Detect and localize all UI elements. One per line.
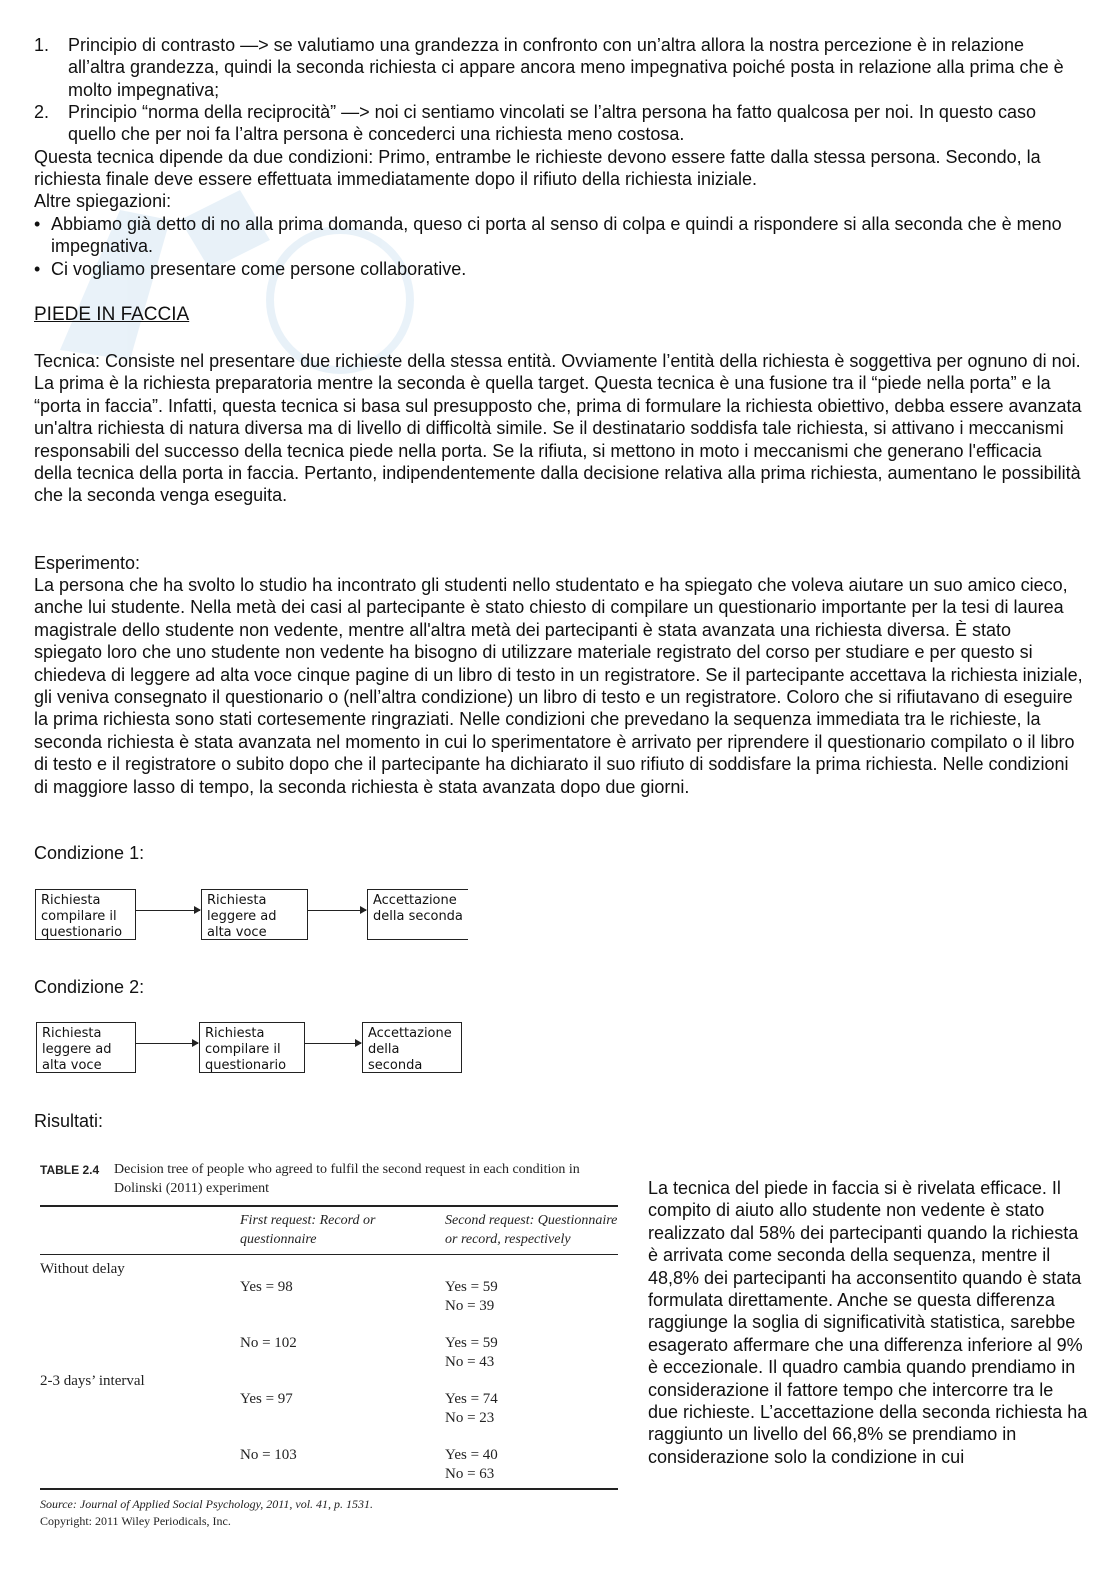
bullet-dot: • [34,214,41,234]
condition1-arrow [136,910,200,911]
condition1-box-second: Richiesta leggere ad alta voce [201,889,308,940]
table-cell: No = 39 [445,1298,495,1314]
item-number: 1. [34,35,50,55]
table-col1-header: First request: Record or questionnaire [240,1213,376,1247]
results-label: Risultati: [34,1111,104,1131]
table-header-rule [40,1254,618,1255]
table-caption [40,1160,618,1198]
table-caption-label: TABLE 2.4 [40,1163,100,1177]
experiment-label: Esperimento: [34,553,141,573]
bullet-text: Abbiamo già detto di no alla prima domanda, queso ci porta al senso di colpa e quindi a rispondere si alla seconda che è meno impegnativa. [51,214,1062,257]
bullet-item [34,213,1084,258]
table-cell: Yes = 98 [240,1279,293,1295]
table-group-interval: 2-3 days’ interval [40,1373,145,1389]
condition2-arrow [136,1043,198,1044]
table-caption-text: Decision tree of people who agreed to fulfil the second request in each condition in Dolinski (2011) experiment [114,1162,580,1196]
conditions-paragraph: Questa tecnica dipende da due condizioni: Primo, entrambe le richieste devono essere fatte dalla stessa persona. Secondo, la richiesta finale deve essere effettuata immediatamente dopo il rifiuto della richiesta iniziale. [34,147,1041,190]
table-top-rule [40,1205,618,1207]
table-group-without-delay: Without delay [40,1261,125,1277]
bullet-text: Ci vogliamo presentare come persone collaborative. [51,259,467,279]
condition2-arrow [305,1043,361,1044]
condition2-box-second: Richiesta compilare il questionario [199,1022,305,1073]
other-explanations-label: Altre spiegazioni: [34,191,172,211]
results-table [40,1160,618,1528]
condition1-label: Condizione 1: [34,843,145,863]
table-cell: No = 43 [445,1354,495,1370]
section-title: PIEDE IN FACCIA [34,304,190,325]
table-cell: Yes = 40 [445,1447,498,1463]
table-bottom-rule [40,1488,618,1490]
table-source: Source: Journal of Applied Social Psychology, 2011, vol. 41, p. 1531. [40,1497,374,1511]
table-copyright: Copyright: 2011 Wiley Periodicals, Inc. [40,1514,231,1528]
table-col2-header: Second request: Questionnaire or record, respectively [445,1213,618,1247]
table-cell: Yes = 74 [445,1391,498,1407]
item-text: Principio “norma della reciprocità” —> noi ci sentiamo vincolati se l’altra persona ha fatto qualcosa per noi. In questo caso quello che per noi fa l’altra persona è concederci una richiesta meno costosa. [68,102,1037,145]
condition1-arrow [308,910,366,911]
item-number: 2. [34,102,50,122]
table-cell: No = 63 [445,1466,495,1482]
table-cell: No = 103 [240,1447,297,1463]
table-cell: No = 23 [445,1410,495,1426]
bullet-dot: • [34,259,41,279]
item-text: Principio di contrasto —> se valutiamo una grandezza in confronto con un’altra allora la nostra percezione è in relazione all’altra grandezza, quindi la seconda richiesta ci appare ancora meno impegnativa poiché posta in relazione alla prima che è molto impegnativa; [68,35,1064,100]
experiment-paragraph: La persona che ha svolto lo studio ha incontrato gli studenti nello studentato e ha spiegato che voleva aiutare un suo amico cieco, anche lui studente. Nella metà dei casi al partecipante è stato chiesto di compilare un questionario importante per la tesi di laurea magistrale dello studente non vedente, mentre all'altra metà dei partecipanti è stata avanzata una richiesta diversa. È stato spiegato loro che uno studente non vedente ha bisogno di utilizzare materiale registrato del corso per studiare e per questo si chiedeva di leggere ad alta voce cinque pagine di un libro di testo in un registratore. Se il partecipante accettava la richiesta iniziale, gli veniva consegnato il questionario o (nell’altra condizione) un libro di testo e un registratore. Coloro che si rifiutavano di eseguire la prima richiesta sono stati cortesemente ringraziati. Nelle condizioni che prevedano la sequenza immediata tra le richieste, la seconda richiesta è stata avanzata nel momento in cui lo sperimentatore è arrivato per riprendere il questionario compilato o il libro di testo e il registratore o subito dopo che il partecipante ha dichiarato il suo rifiuto di soddisfare la prima richiesta. Nelle condizioni di maggiore lasso di tempo, la seconda richiesta è stata avanzata dopo due giorni. [34,575,1083,797]
table-cell: Yes = 59 [445,1335,498,1351]
condition2-label: Condizione 2: [34,977,145,997]
condition2-box-third: Accettazione della seconda [362,1022,462,1073]
condition1-box-first: Richiesta compilare il questionario [35,889,136,940]
technique-paragraph: Tecnica: Consiste nel presentare due richieste della stessa entità. Ovviamente l’entità della richiesta è soggettiva per ognuno di noi. La prima è la richiesta preparatoria mentre la seconda è quella target. Questa tecnica è una fusione tra il “piede nella porta” e la “porta in faccia”. Infatti, questa tecnica si basa sul presupposto che, prima di formulare la richiesta obiettivo, debba essere avanzata un'altra richiesta di natura diversa ma di livello di difficoltà simile. Se il destinatario soddisfa tale richiesta, si attivano i meccanismi responsabili del successo della tecnica piede nella porta. Se la rifiuta, si mettono in moto i meccanismi che generano l'efficacia della tecnica della porta in faccia. Pertanto, indipendentemente dalla decisione relativa alla prima richiesta, aumentano le possibilità che la seconda venga eseguita. [34,351,1082,506]
table-cell: Yes = 97 [240,1391,293,1407]
condition2-box-first: Richiesta leggere ad alta voce [36,1022,136,1073]
numbered-item [34,34,1084,101]
results-side-paragraph: La tecnica del piede in faccia si è rivelata efficace. Il compito di aiuto allo studente non vedente è stato realizzato dal 58% dei partecipanti quando la richiesta è arrivata come seconda della sequenza, mentre il 48,8% dei partecipanti ha acconsentito quando è stata formulata direttamente. Anche se questa differenza raggiunge la soglia di significatività statistica, sarebbe esagerato affermare che una differenza inferiore al 9% è eccezionale. Il quadro cambia quando prendiamo in considerazione il fattore tempo che intercorre tra le due richieste. L’accettazione della seconda richiesta ha raggiunto un livello del 66,8% se prendiamo in considerazione solo la condizione in cui [648,1178,1088,1467]
table-cell: No = 102 [240,1335,297,1351]
bullet-item [34,258,1084,280]
condition1-box-third: Accettazione della seconda [367,889,468,940]
table-cell: Yes = 59 [445,1279,498,1295]
numbered-item [34,101,1084,146]
